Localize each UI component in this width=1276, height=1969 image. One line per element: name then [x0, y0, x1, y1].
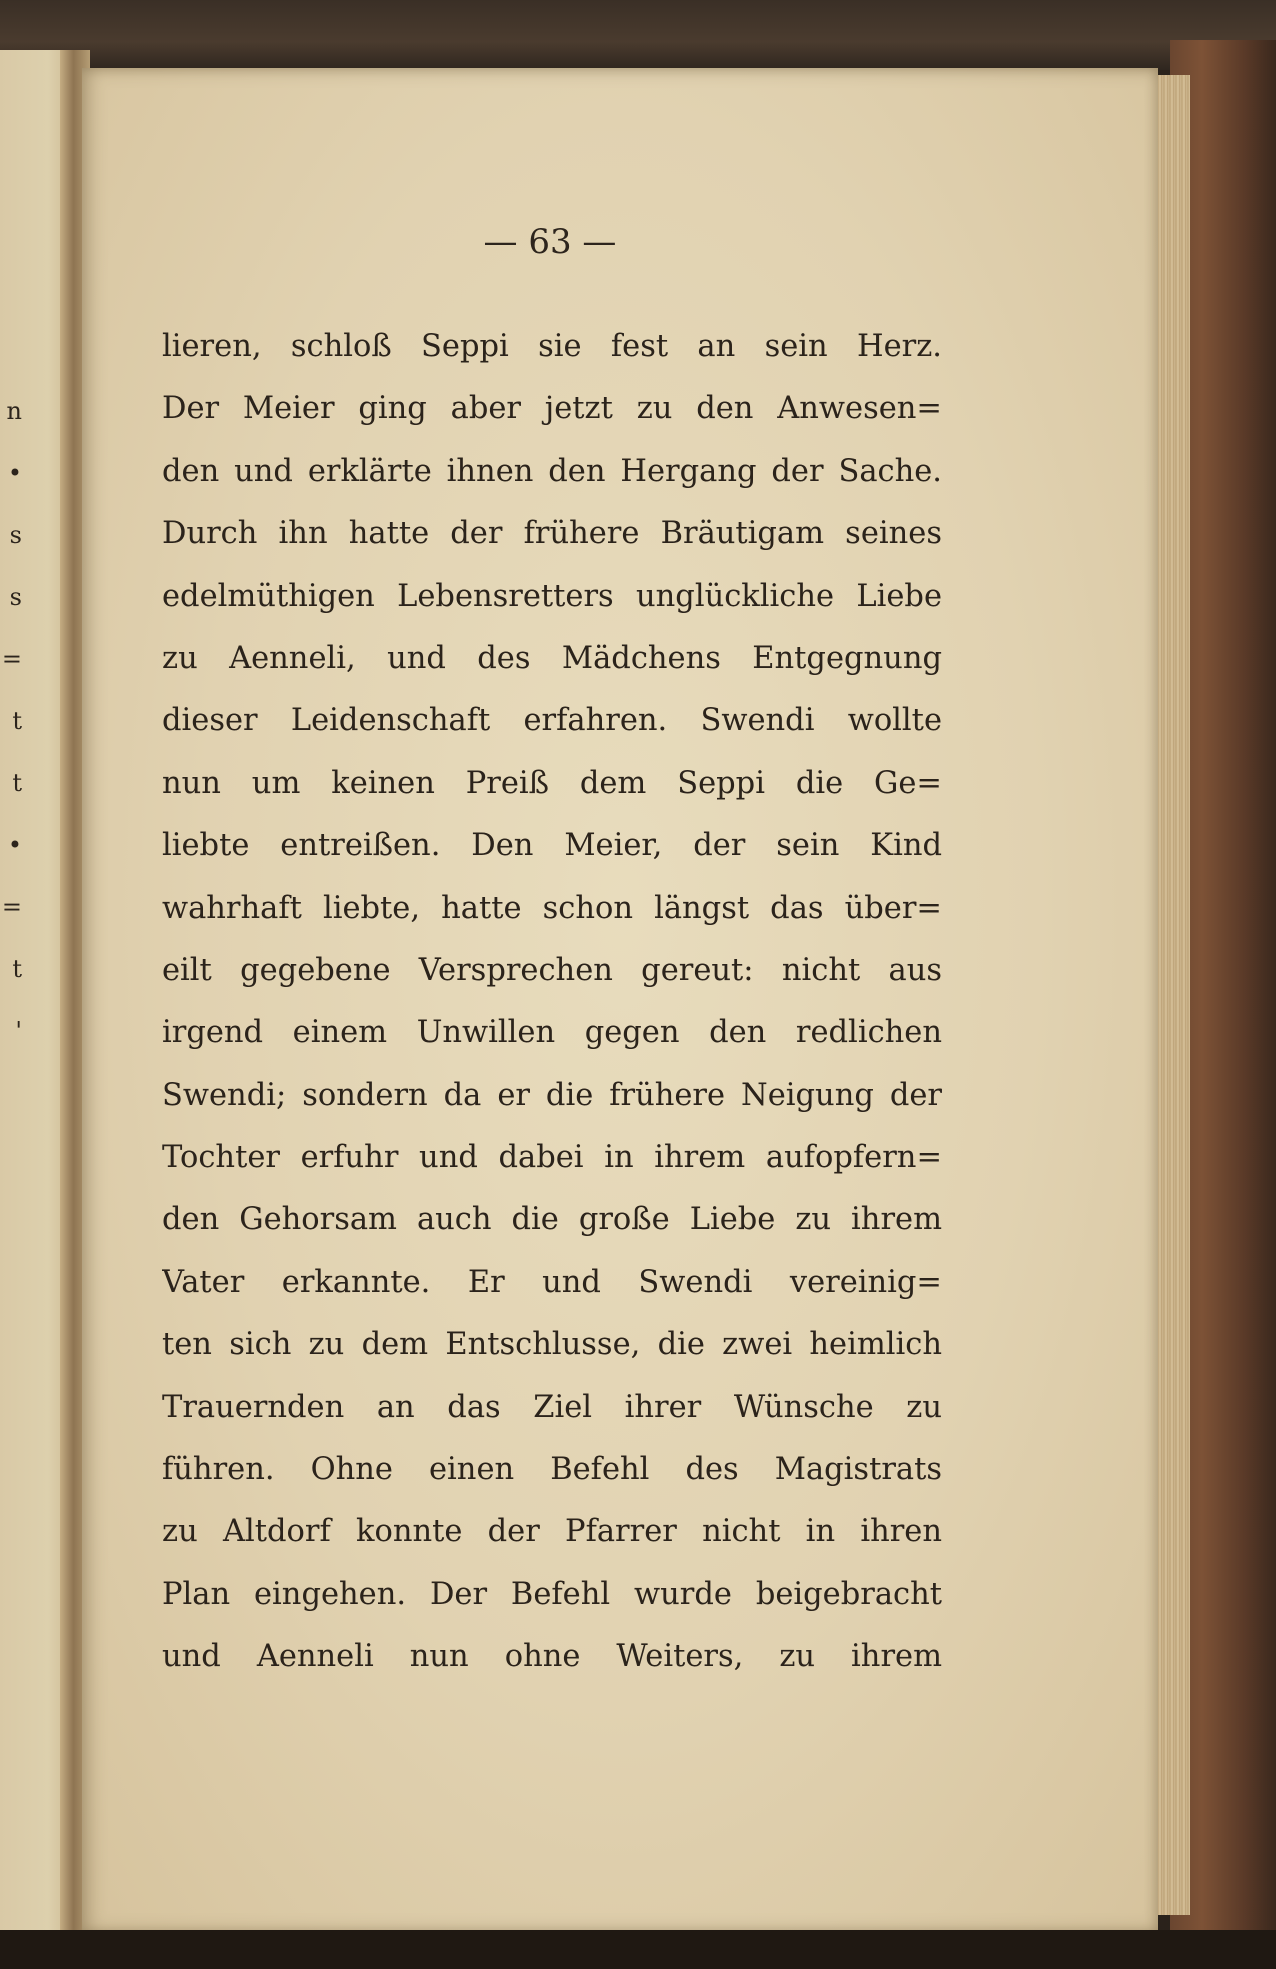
left-fragment: t: [12, 707, 22, 735]
text-line: zu Aenneli, und des Mädchens Entgegnung: [162, 640, 942, 676]
book-bottom-edge: [0, 1930, 1276, 1969]
text-line: und Aenneli nun ohne Weiters, zu ihrem: [162, 1639, 942, 1675]
text-line: Der Meier ging aber jetzt zu den Anwesen=: [162, 391, 942, 427]
text-line: edelmüthigen Lebensretters unglückliche Liebe: [162, 578, 942, 614]
text-line: den und erklärte ihnen den Hergang der Sache.: [162, 453, 942, 489]
text-line: eilt gegebene Versprechen gereut: nicht aus: [162, 952, 942, 988]
text-line: dieser Leidenschaft erfahren. Swendi wollte: [162, 703, 942, 739]
text-line: ten sich zu dem Entschlusse, die zwei heimlich: [162, 1327, 942, 1363]
text-line: liebte entreißen. Den Meier, der sein Kind: [162, 828, 942, 864]
left-fragment: t: [12, 955, 22, 983]
left-fragment: s: [9, 521, 22, 549]
body-text: [162, 316, 942, 1689]
text-line: Plan eingehen. Der Befehl wurde beigebracht: [162, 1576, 942, 1612]
text-line: irgend einem Unwillen gegen den redlichen: [162, 1015, 942, 1051]
left-fragment: t: [12, 769, 22, 797]
book-cover-top: [0, 0, 1276, 70]
left-fragment: =: [1, 893, 22, 921]
left-fragment: n: [6, 397, 22, 425]
left-fragment: =: [1, 645, 22, 673]
left-fragment: •: [7, 831, 22, 859]
text-line: zu Altdorf konnte der Pfarrer nicht in ihren: [162, 1514, 942, 1550]
left-fragment: s: [9, 583, 22, 611]
text-line: nun um keinen Preiß dem Seppi die Ge=: [162, 765, 942, 801]
text-line: Durch ihn hatte der frühere Bräutigam seines: [162, 516, 942, 552]
left-fragment: ': [15, 1017, 22, 1045]
text-line: Tochter erfuhr und dabei in ihrem aufopfern=: [162, 1140, 942, 1176]
text-line: lieren, schloß Seppi sie fest an sein Herz.: [162, 329, 942, 364]
text-line: führen. Ohne einen Befehl des Magistrats: [162, 1452, 942, 1488]
left-page-fragments: [0, 380, 22, 1062]
text-line: wahrhaft liebte, hatte schon längst das über=: [162, 890, 942, 926]
text-line: Trauernden an das Ziel ihrer Wünsche zu: [162, 1389, 942, 1425]
left-fragment: •: [7, 459, 22, 487]
text-line: Swendi; sondern da er die frühere Neigung der: [162, 1077, 942, 1113]
text-line: Vater erkannte. Er und Swendi vereinig=: [162, 1264, 942, 1300]
page-number: — 63 —: [483, 222, 617, 262]
text-line: den Gehorsam auch die große Liebe zu ihrem: [162, 1202, 942, 1238]
